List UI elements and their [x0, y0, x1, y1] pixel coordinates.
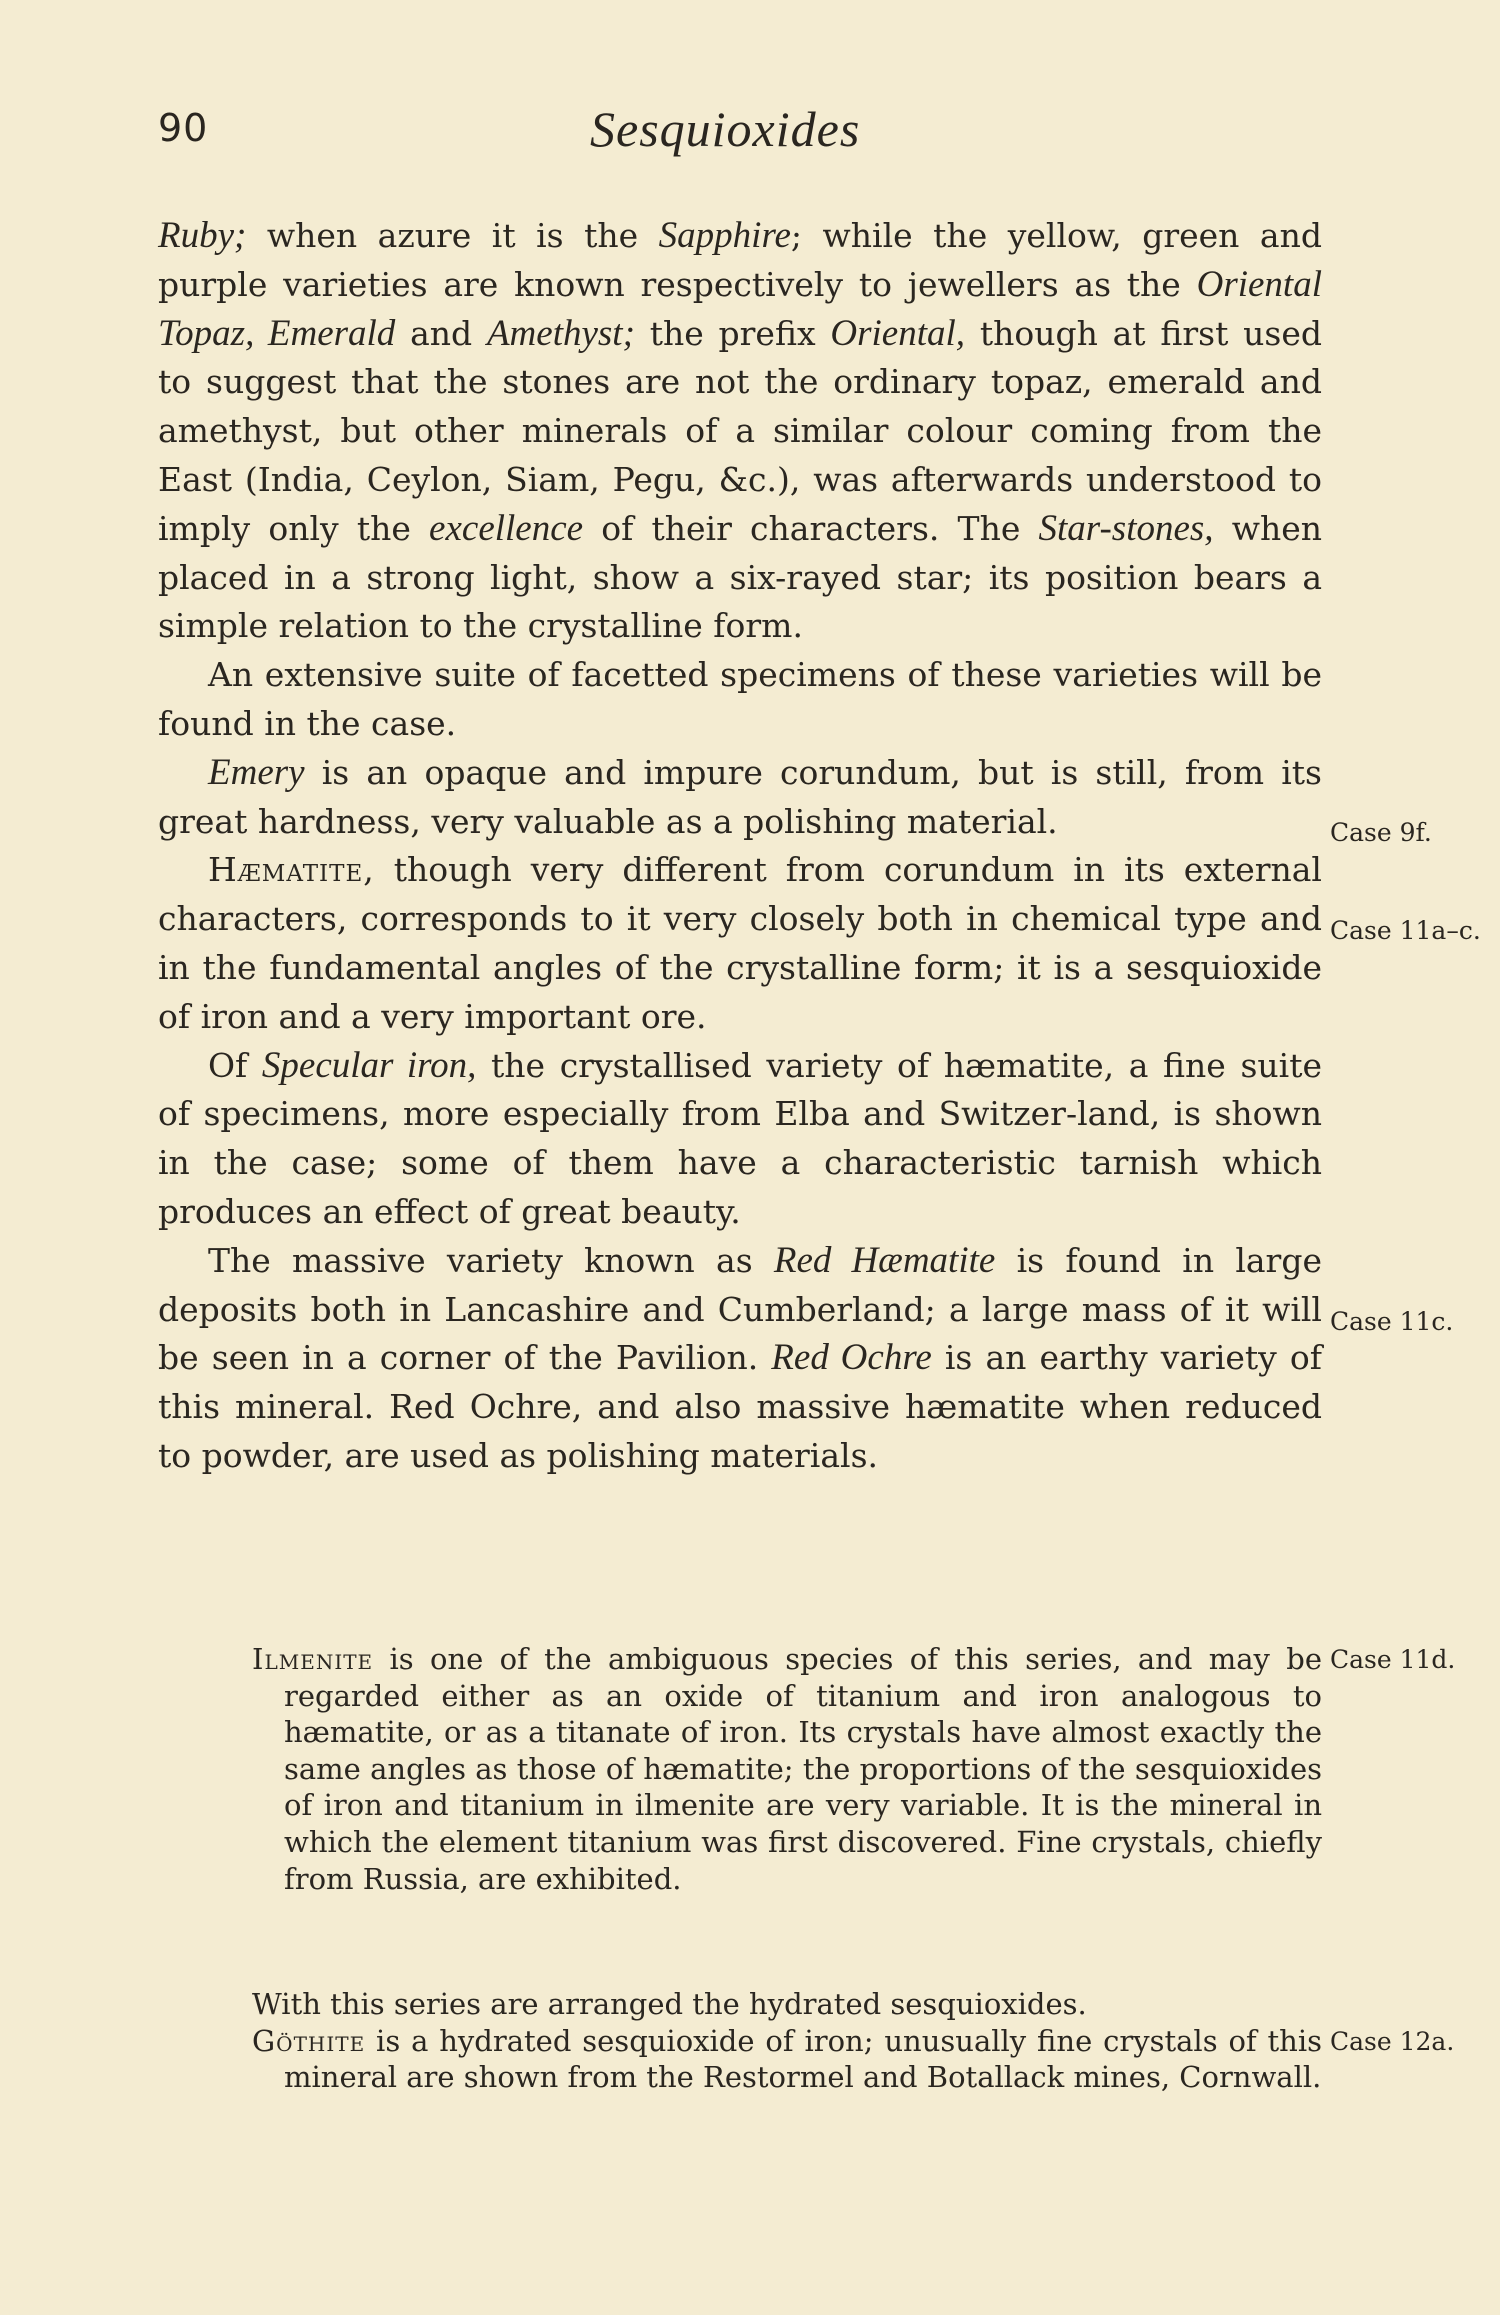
text-run: when placed in a strong light, show a six-rayed star; its position bears a simple relation to the crystalline form. [158, 508, 1323, 646]
paragraph-emery [158, 749, 1322, 847]
text-run: is one of the ambiguous species of this series, and may be regarded either as an oxide of titanium and iron analogous to hæmatite, or as a titanate of iron. Its crystals have almost exactly the same angles as those of hæmatite; the proportions of the sesquioxides of iron and titanium in ilmenite are very variable. It is the mineral in which the element titanium was first discovered. Fine crystals, chiefly from Russia, are exhibited. [284, 1642, 1322, 1896]
text-run: and [395, 313, 487, 353]
paragraph-specular-iron [158, 1042, 1322, 1237]
margin-note-case-12a: Case 12a. [1330, 2027, 1455, 2056]
margin-note-case-11a-c: Case 11a–c. [1330, 916, 1481, 945]
small-text-hydrated [252, 1986, 1322, 2096]
paragraph-hydrated: With this series are arranged the hydrated sesquioxides. [252, 1987, 1087, 2021]
term-haematite: Hæmatite, [208, 850, 375, 890]
margin-note-case-11d: Case 11d. [1330, 1645, 1456, 1674]
margin-note-case-11c: Case 11c. [1330, 1307, 1454, 1336]
term-red-haematite: Red Hæmatite [773, 1239, 996, 1281]
term-ilmenite: Ilmenite [252, 1642, 374, 1676]
text-run: though at first used to suggest that the stones are not the ordinary topaz, emerald and amethyst, but other minerals of a similar colour coming from the East (India, Ceylon, Siam, Pegu, &c.), was afterwards understood to imply only the [158, 313, 1322, 548]
text-run: is an opaque and impure corundum, but is still, from its great hardness, very valuable as a polishing material. [158, 752, 1322, 841]
text-run: The massive variety known as [208, 1240, 774, 1280]
term-star-stones: Star-stones, [1038, 507, 1214, 549]
text-run: is a hydrated sesquioxide of iron; unusually fine crystals of this mineral are shown from the Restormel and Botallack mines, Cornwall. [284, 2023, 1322, 2095]
paragraph-gothite [252, 2023, 1322, 2096]
term-specular-iron: Specular iron, [261, 1044, 477, 1086]
small-text-ilmenite [252, 1641, 1322, 1897]
paragraph-red-haematite [158, 1237, 1322, 1481]
text-run: when azure it is the [246, 216, 659, 255]
paragraph-ruby [158, 212, 1322, 651]
margin-note-case-9f: Case 9f. [1330, 818, 1432, 847]
text-run: Of [208, 1045, 262, 1085]
term-emery: Emery [208, 751, 305, 793]
page-header [158, 100, 1420, 170]
term-excellence: excellence [429, 507, 584, 549]
text-run: is found in large deposits both in Lancashire and Cumberland; a large mass of it will be seen in a corner of the Pavilion. [158, 1240, 1322, 1378]
term-ruby: Ruby; [158, 215, 247, 256]
term-oriental-topaz-emerald: Oriental Topaz, Emerald [158, 263, 1322, 354]
text-run: of their characters. The [583, 508, 1039, 548]
text-run: though very different from corundum in its external characters, corresponds to it very closely both in chemical type and in the fundamental angles of the crystalline form; it is a sesquioxide of iron and a very important ore. [158, 850, 1322, 1036]
term-amethyst: Amethyst; [486, 312, 635, 354]
text-run: is an earthy variety of this mineral. Red Ochre, and also massive hæmatite when reduced to powder, are used as polishing materials. [158, 1338, 1322, 1475]
text-run: the prefix [634, 313, 831, 353]
main-text [158, 212, 1322, 1481]
term-sapphire: Sapphire [658, 215, 791, 256]
term-oriental: Oriental, [830, 312, 966, 354]
text-run: ; while the yellow, green and purple varieties are known respectively to jewellers as the [158, 216, 1322, 304]
paragraph-ilmenite [252, 1641, 1322, 1897]
paragraph-haematite [158, 846, 1322, 1041]
paragraph-suite: An extensive suite of facetted specimens of these varieties will be found in the case. [158, 655, 1322, 743]
term-red-ochre: Red Ochre [771, 1337, 932, 1379]
term-gothite: Göthite [252, 2023, 366, 2058]
page-number: 90 [158, 106, 209, 150]
running-title: Sesquioxides [590, 101, 861, 157]
text-run: the crystallised variety of hæmatite, a fine suite of specimens, more especially from Elba and Switzer-land, is shown in the case; some of them have a characteristic tarnish which produces an effect of great beauty. [158, 1045, 1322, 1231]
